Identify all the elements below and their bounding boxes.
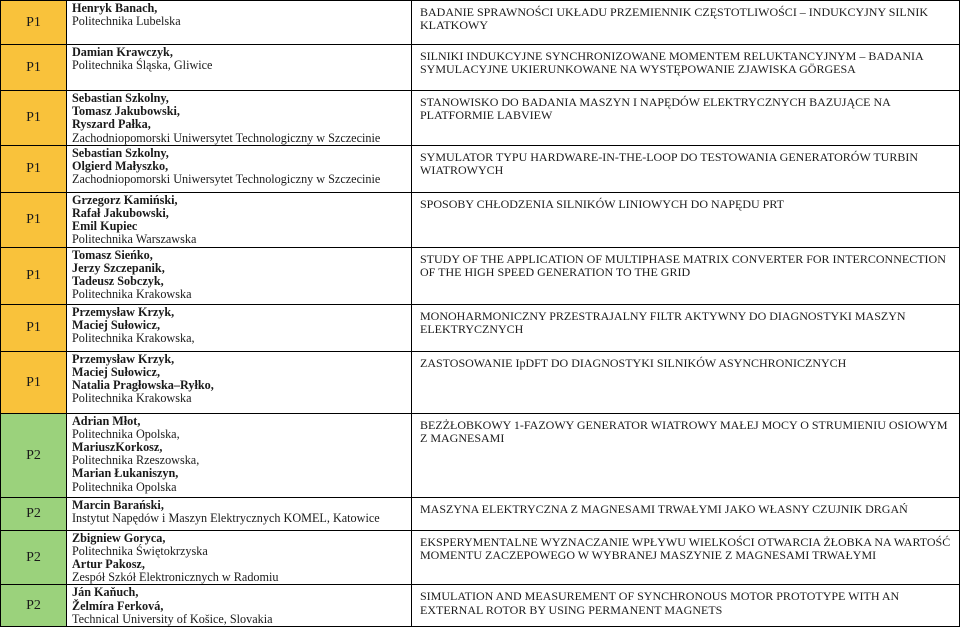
- paper-title: MASZYNA ELEKTRYCZNA Z MAGNESAMI TRWAŁYMI JAKO WŁASNY CZUJNIK DRGAŃ: [412, 497, 960, 530]
- table-row: [1, 1, 960, 45]
- affiliation: Politechnika Śląska, Gliwice: [72, 58, 213, 73]
- table-row: [1, 145, 960, 192]
- table-row: [1, 247, 960, 304]
- affiliation: Politechnika Opolska: [72, 479, 177, 494]
- author-name: Natalia Pragłowska–Ryłko,: [72, 378, 214, 393]
- author-name: Zbigniew Gorycа,: [72, 530, 166, 545]
- authors-cell: [67, 497, 412, 530]
- author-name: Ján Kaňuch,: [72, 585, 139, 600]
- paper-title: STANOWISKO DO BADANIA MASZYN I NAPĘDÓW ELEKTRYCZNYCH BAZUJĄCE NA PLATFORMIE LABVIEW: [412, 91, 960, 146]
- table-row: [1, 351, 960, 413]
- author-name: MariuszKorkosz,: [72, 440, 163, 455]
- author-name: Maciej Sułowicz,: [72, 317, 160, 332]
- authors-cell: [67, 45, 412, 91]
- table-row: [1, 585, 960, 627]
- authors-cell: [67, 247, 412, 304]
- table-row: [1, 304, 960, 351]
- paper-title: SIMULATION AND MEASUREMENT OF SYNCHRONOUS MOTOR PROTOTYPE WITH AN EXTERNAL ROTOR BY USING PERMANENT MAGNETS: [412, 585, 960, 627]
- affiliation: Zespół Szkół Elektronicznych w Radomiu: [72, 570, 279, 585]
- affiliation: Instytut Napędów i Maszyn Elektrycznych KOMEL, Katowice: [72, 510, 380, 525]
- session-cell: P2: [1, 585, 67, 627]
- author-name: Želmíra Ferková,: [72, 598, 164, 613]
- table-row: [1, 530, 960, 585]
- session-cell: P1: [1, 1, 67, 45]
- author-name: Tomasz Sieńko,: [72, 247, 153, 262]
- affiliation: Technical University of Košice, Slovakia: [72, 611, 273, 626]
- author-name: Artur Pakosz,: [72, 557, 145, 572]
- affiliation: Politechnika Krakowska: [72, 287, 192, 302]
- author-name: Marian Łukaniszyn,: [72, 466, 179, 481]
- author-name: Jerzy Szczepanik,: [72, 260, 165, 275]
- author-name: Damian Krawczyk,: [72, 45, 173, 59]
- session-cell: P1: [1, 304, 67, 351]
- affiliation: Politechnika Warszawska: [72, 232, 197, 247]
- paper-title: MONOHARMONICZNY PRZESTRAJALNY FILTR AKTYWNY DO DIAGNOSTYKI MASZYN ELEKTRYCZNYCH: [412, 304, 960, 351]
- affiliation: Politechnika Lubelska: [72, 14, 181, 29]
- authors-cell: [67, 1, 412, 45]
- author-name: Grzegorz Kamiński,: [72, 192, 178, 207]
- session-cell: P1: [1, 91, 67, 146]
- table-row: [1, 192, 960, 247]
- paper-title: SPOSOBY CHŁODZENIA SILNIKÓW LINIOWYCH DO NAPĘDU PRT: [412, 192, 960, 247]
- authors-cell: [67, 351, 412, 413]
- author-name: Olgierd Małyszko,: [72, 159, 169, 174]
- session-cell: P1: [1, 45, 67, 91]
- affiliation: Zachodniopomorski Uniwersytet Technologiczny w Szczecinie: [72, 130, 381, 145]
- affiliation: Politechnika Rzeszowska,: [72, 453, 200, 468]
- author-name: Przemysław Krzyk,: [72, 304, 175, 319]
- author-name: Rafał Jakubowski,: [72, 206, 169, 221]
- paper-title: BEZŻŁOBKOWY 1-FAZOWY GENERATOR WIATROWY MAŁEJ MOCY O STRUMIENIU OSIOWYM Z MAGNESAMI: [412, 413, 960, 497]
- program-table-body: [1, 1, 960, 627]
- author-name: Sebastian Szkolny,: [72, 91, 169, 105]
- affiliation: Zachodniopomorski Uniwersytet Technologiczny w Szczecinie: [72, 172, 381, 187]
- author-name: Marcin Barański,: [72, 497, 164, 512]
- authors-cell: [67, 413, 412, 497]
- session-cell: P1: [1, 351, 67, 413]
- authors-cell: [67, 585, 412, 627]
- paper-title: EKSPERYMENTALNE WYZNACZANIE WPŁYWU WIELKOŚCI OTWARCIA ŻŁOBKA NA WARTOŚĆ MOMENTU ZACZEPOWEGO W WYBRANEJ MASZYNIE Z MAGNESAMI TRWAŁYMI: [412, 530, 960, 585]
- authors-cell: [67, 530, 412, 585]
- session-cell: P1: [1, 145, 67, 192]
- affiliation: Politechnika Krakowska: [72, 391, 192, 406]
- affiliation: Politechnika Świętokrzyska: [72, 543, 208, 558]
- author-name: Tomasz Jakubowski,: [72, 104, 180, 119]
- session-cell: P2: [1, 497, 67, 530]
- paper-title: SILNIKI INDUKCYJNE SYNCHRONIZOWANE MOMENTEM RELUKTANCYJNYM – BADANIA SYMULACYJNE UKIERUNKOWANE NA WYSTĘPOWANIE ZJAWISKA GÖRGESA: [412, 45, 960, 91]
- session-cell: P1: [1, 247, 67, 304]
- author-name: Tadeusz Sobczyk,: [72, 274, 164, 289]
- paper-title: SYMULATOR TYPU HARDWARE-IN-THE-LOOP DO TESTOWANIA GENERATORÓW TURBIN WIATROWYCH: [412, 145, 960, 192]
- author-name: Ryszard Pałka,: [72, 117, 151, 132]
- paper-title: BADANIE SPRAWNOŚCI UKŁADU PRZEMIENNIK CZĘSTOTLIWOŚCI – INDUKCYJNY SILNIK KLATKOWY: [412, 1, 960, 45]
- session-cell: P1: [1, 192, 67, 247]
- session-cell: P2: [1, 413, 67, 497]
- session-cell: P2: [1, 530, 67, 585]
- author-name: Emil Kupiec: [72, 219, 138, 234]
- affiliation: Politechnika Krakowska,: [72, 331, 195, 346]
- table-row: [1, 45, 960, 91]
- authors-cell: [67, 91, 412, 146]
- author-name: Adrian Młot,: [72, 413, 141, 428]
- author-name: Henryk Banach,: [72, 1, 158, 15]
- table-row: [1, 413, 960, 497]
- authors-cell: [67, 145, 412, 192]
- table-row: [1, 91, 960, 146]
- affiliation: Politechnika Opolska,: [72, 426, 180, 441]
- paper-title: STUDY OF THE APPLICATION OF MULTIPHASE MATRIX CONVERTER FOR INTERCONNECTION OF THE HIGH SPEED GENERATION TO THE GRID: [412, 247, 960, 304]
- authors-cell: [67, 192, 412, 247]
- author-name: Sebastian Szkolny,: [72, 145, 169, 160]
- authors-cell: [67, 304, 412, 351]
- table-row: [1, 497, 960, 530]
- paper-title: ZASTOSOWANIE IpDFT DO DIAGNOSTYKI SILNIKÓW ASYNCHRONICZNYCH: [412, 351, 960, 413]
- author-name: Przemysław Krzyk,: [72, 351, 175, 366]
- author-name: Maciej Sułowicz,: [72, 364, 160, 379]
